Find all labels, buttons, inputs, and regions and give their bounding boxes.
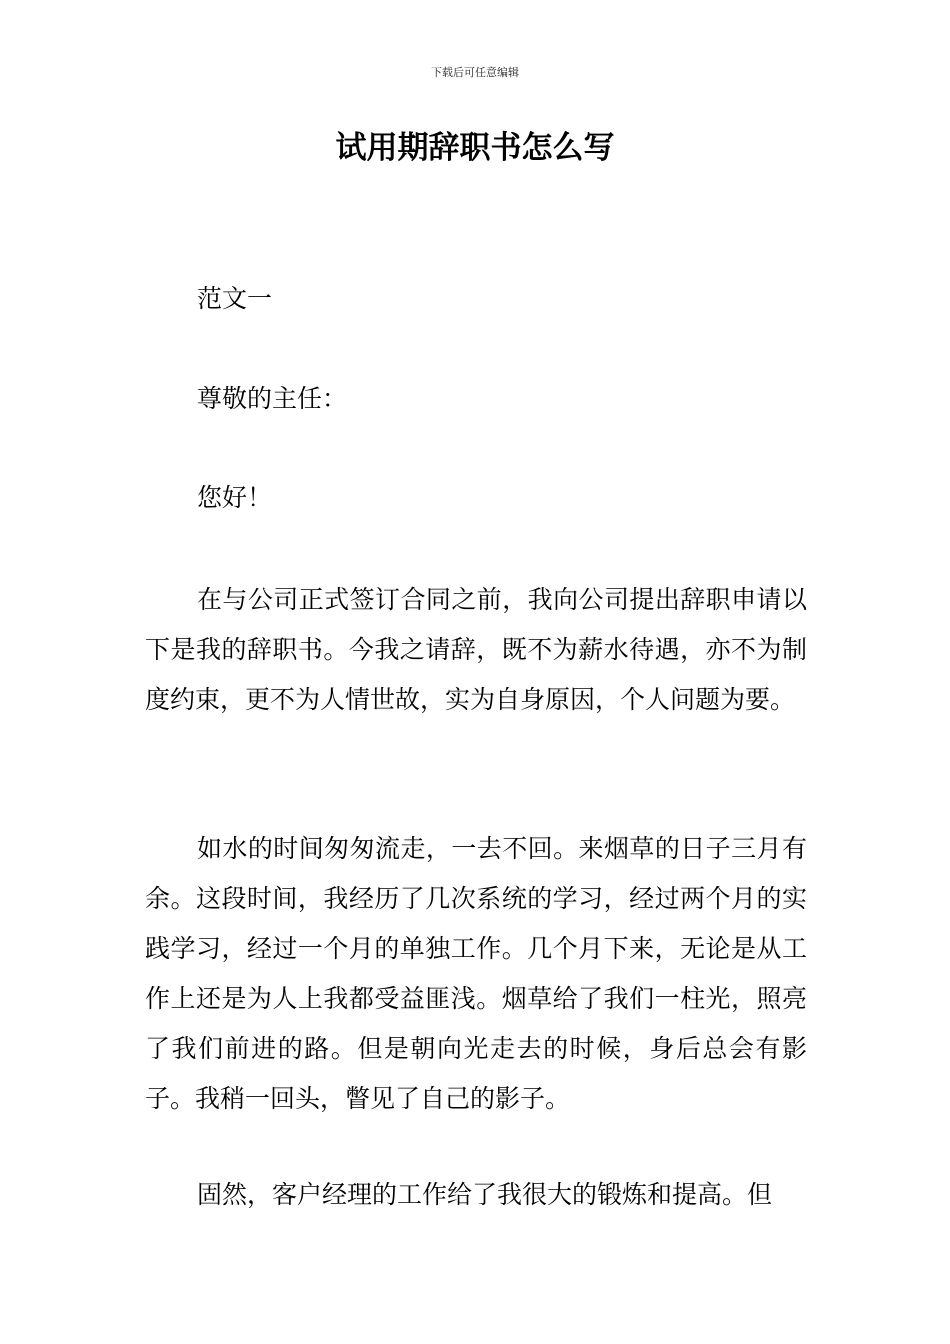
document-title: 试用期辞职书怎么写 — [335, 130, 615, 166]
paragraph-body: 在与公司正式签订合同之前，我向公司提出辞职申请以下是我的辞职书。今我之请辞，既不为薪水待遇，亦不为制度约束，更不为人情世故，实为自身原因，个人问题为要。 — [145, 585, 807, 714]
paragraph-heading: 范文一 — [197, 284, 273, 313]
header-note: 下载后可任意编辑 — [431, 66, 519, 79]
paragraph-greeting: 您好！ — [197, 483, 273, 512]
paragraph-salutation: 尊敬的主任： — [197, 384, 348, 413]
paragraph-body: 固然，客户经理的工作给了我很大的锻炼和提高。但 — [197, 1180, 773, 1209]
paragraph-body: 如水的时间匆匆流走，一去不回。来烟草的日子三月有余。这段时间，我经历了几次系统的学习，经过两个月的实践学习，经过一个月的单独工作。几个月下来，无论是从工作上还是为人上我都受益匪浅。烟草给了我们一柱光，照亮了我们前进的路。但是朝向光走去的时候，身后总会有影子。我稍一回头，瞥见了自己的影子。 — [145, 834, 807, 1113]
